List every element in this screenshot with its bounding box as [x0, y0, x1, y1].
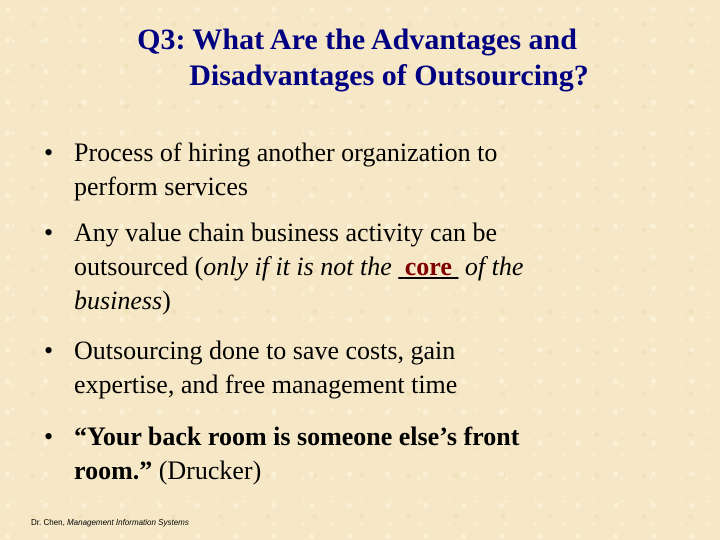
footer-course: Management Information Systems: [67, 518, 189, 527]
bullet-line: perform services: [74, 172, 248, 201]
bullet-value-chain: [44, 216, 684, 318]
bullet-italic-text: only if it is not the: [203, 252, 399, 281]
bullet-line: Any value chain business activity can be: [74, 218, 498, 247]
bullet-line: Process of hiring another organization to: [74, 138, 498, 167]
bullet-text: [74, 216, 684, 318]
slide-title-line-2: Disadvantages of Outsourcing?: [189, 59, 589, 92]
bullet-marker: •: [44, 336, 54, 365]
bullet-italic-text: business: [74, 286, 163, 315]
bullet-marker: •: [44, 218, 54, 247]
bullet-italic-text: of the: [458, 252, 524, 281]
bullet-text: [74, 420, 684, 488]
bullet-marker: •: [44, 422, 54, 451]
quote-attribution: (Drucker): [152, 456, 262, 485]
bullet-drucker-quote: [44, 420, 684, 488]
bullet-marker: •: [44, 138, 54, 167]
bullet-outsourcing-reasons: [44, 334, 684, 402]
slide-title: [0, 22, 720, 94]
quote-line-end: room.”: [74, 456, 153, 485]
footer-author: Dr. Chen,: [31, 518, 68, 527]
bullet-line: Outsourcing done to save costs, gain: [74, 336, 456, 365]
bullet-outsourcing-definition: [44, 136, 684, 204]
quote-line: “Your back room is someone else’s front: [74, 422, 520, 451]
blank-answer-core: core: [404, 252, 452, 281]
bullet-line-suffix: ): [162, 286, 171, 315]
bullet-line-prefix: outsourced (: [74, 252, 204, 281]
slide-title-line-1: Q3: What Are the Advantages and: [137, 23, 577, 56]
fill-in-blank: [398, 252, 458, 281]
bullet-text: [74, 334, 684, 402]
bullet-line: expertise, and free management time: [74, 370, 458, 399]
slide-footer: [31, 518, 189, 527]
bullet-text: [74, 136, 684, 204]
